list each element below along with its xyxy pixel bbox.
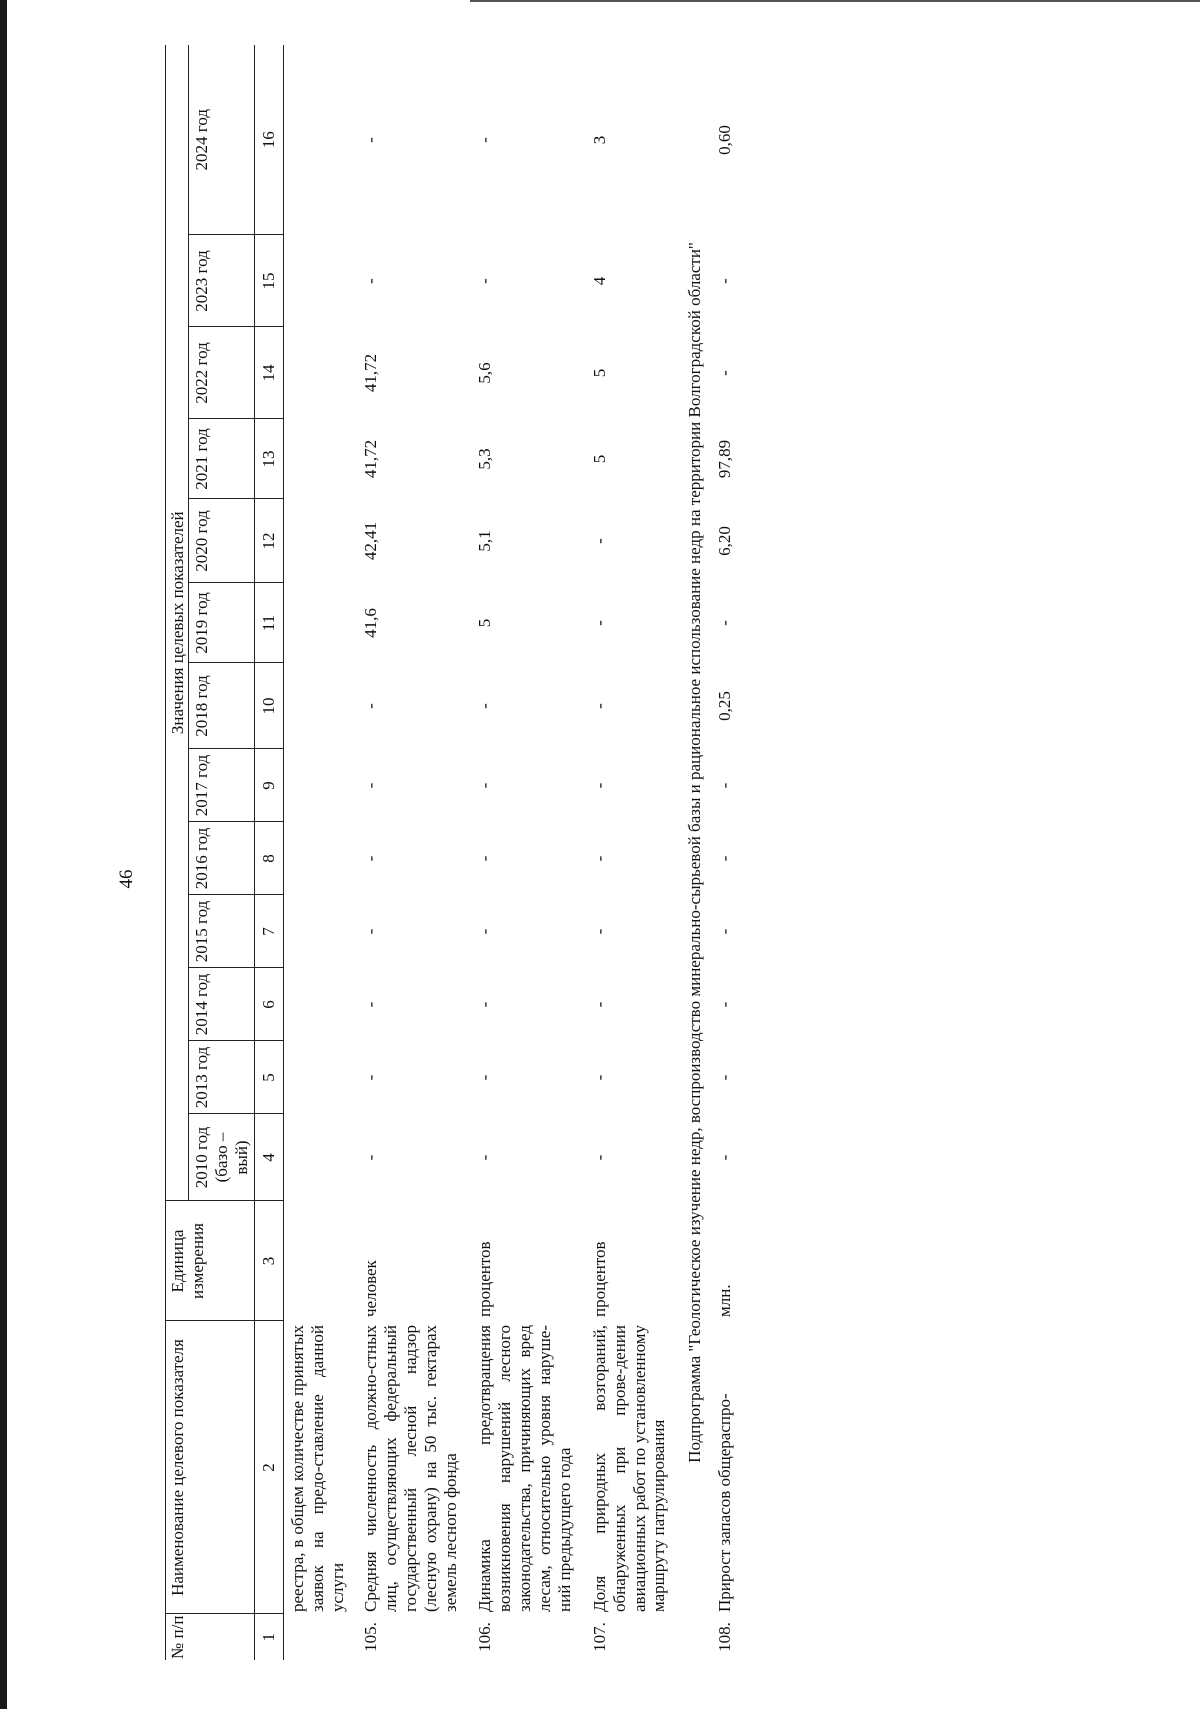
row-value: 5 [589,454,609,464]
row-value [284,663,348,749]
row-value [284,749,348,822]
row-value: - [475,782,495,789]
row-value: - [715,620,735,626]
row-num: 105. [361,1622,380,1652]
header-year: 2014 год [188,968,254,1041]
header-unit: Единица измерения [166,1201,255,1321]
table-body [254,45,735,1660]
indicators-table [165,45,735,1660]
row-value: 3 [589,135,609,145]
header-year: 2019 год [188,583,254,663]
row-name: Средняя численность должно-стных лиц, осуществляющих федеральный государственный лесной надзор (лесную охрану) на 50 тыс. гектарах земель лесного фонда [361,1325,460,1612]
header-year: 2022 год [188,327,254,419]
row-value: 41,72 [361,439,380,479]
row-value [284,895,348,968]
row-value: - [715,1074,735,1081]
row-num: 107. [589,1622,609,1652]
row-value: - [361,278,380,284]
column-number: 11 [254,583,284,663]
row-unit: процентов [589,1241,609,1317]
row-value: - [361,928,380,935]
row-value: 4 [589,276,609,286]
column-number: 10 [254,663,284,749]
header-year: 2010 год (базо – вый) [188,1114,254,1201]
row-unit: млн. [715,1284,735,1317]
header-num: № п/п [166,1614,255,1660]
row-value: - [475,1074,495,1081]
scan-edge-top [470,0,1200,2]
column-number: 3 [254,1201,284,1321]
table-row [707,45,735,1660]
column-number: 1 [254,1614,284,1660]
row-name: Доля природных возгораний, обнаруженных при прове-дении авиационных работ по установленному маршруту патрулирования [589,1325,669,1612]
row-name: Прирост запасов общераспро- [715,1393,735,1612]
row-value: - [715,370,735,376]
row-value: 41,72 [361,353,380,393]
row-value: - [361,1001,380,1008]
header-year: 2016 год [188,822,254,895]
row-value: - [361,137,380,143]
table-row [460,45,574,1660]
column-number: 13 [254,419,284,499]
row-value: - [475,928,495,935]
table-row [284,45,348,1660]
row-value: - [589,1001,609,1008]
row-value: - [361,1074,380,1081]
header-year: 2023 год [188,235,254,327]
row-value: 0,60 [715,125,735,155]
column-number: 12 [254,499,284,583]
header-year: 2015 год [188,895,254,968]
subprogram-row [669,45,707,1660]
row-value: - [589,928,609,935]
row-value: 5 [589,368,609,378]
column-number: 8 [254,822,284,895]
column-number: 15 [254,235,284,327]
row-value: - [715,855,735,862]
header-year: 2024 год [188,45,254,235]
row-value: - [475,278,495,284]
row-unit: человек [361,1260,380,1317]
row-value: - [475,137,495,143]
row-value: - [589,620,609,626]
row-name: реестра, в общем количестве принятых заявок на предо-ставление данной услуги [288,1325,348,1612]
header-year: 2021 год [188,419,254,499]
header-year: 2013 год [188,1041,254,1114]
row-unit: процентов [475,1241,495,1317]
rotated-page-content [165,45,735,1660]
table-header [166,45,255,1660]
row-value [284,1114,348,1201]
column-number: 7 [254,895,284,968]
row-value: - [361,1154,380,1161]
header-year: 2017 год [188,749,254,822]
row-value: 5 [475,618,495,628]
row-value: - [589,1074,609,1081]
row-value: - [361,855,380,862]
header-year: 2018 год [188,663,254,749]
row-value: - [715,928,735,935]
row-value: 5,3 [475,448,495,470]
column-number-row [254,45,284,1660]
row-unit [284,1201,348,1321]
row-value [284,822,348,895]
row-value [284,583,348,663]
row-value: 0,25 [715,691,735,721]
row-value [284,968,348,1041]
row-value: - [361,703,380,709]
header-year: 2020 год [188,499,254,583]
subprogram-title: Подпрограмма "Геологическое изучение недр, воспроизводство минерально-сырьевой базы и рациональное использование недр на территории Волгоградской области" [685,242,705,1463]
row-value: - [475,855,495,862]
row-value: 5,6 [475,362,495,384]
header-values-group: Значения целевых показателей [166,45,189,1201]
row-value: - [475,1154,495,1161]
row-value: - [715,1154,735,1161]
row-name: Динамика предотвращения возникновения нарушений лесного законодательства, причиняющих вред лесам, относительно уровня наруше-ний предыдущего года [475,1325,574,1612]
row-value: 97,89 [715,439,735,479]
scan-edge-left [0,0,7,1709]
row-num [284,1614,348,1660]
column-number: 4 [254,1114,284,1201]
row-value [284,419,348,499]
row-num: 108. [715,1622,735,1652]
column-number: 2 [254,1321,284,1614]
row-value [284,499,348,583]
row-value: - [715,278,735,284]
column-number: 16 [254,45,284,235]
column-number: 9 [254,749,284,822]
column-number: 6 [254,968,284,1041]
row-value: 6,20 [715,526,735,556]
row-value: 5,1 [475,530,495,552]
row-value: - [475,703,495,709]
page-number: 46 [116,869,137,889]
row-value: - [475,1001,495,1008]
row-value [284,327,348,419]
table-row [575,45,670,1660]
column-number: 14 [254,327,284,419]
row-value: - [589,1154,609,1161]
row-value [284,1041,348,1114]
row-value: - [589,855,609,862]
row-value: 41,6 [361,608,380,638]
row-value: - [589,538,609,544]
row-value: - [715,1001,735,1008]
table-row [348,45,460,1660]
row-num: 106. [475,1622,495,1652]
row-value: - [361,782,380,789]
header-name: Наименование целевого показателя [166,1321,255,1614]
row-value [284,235,348,327]
row-value: - [589,782,609,789]
row-value: - [589,703,609,709]
row-value: 42,41 [361,521,380,561]
row-value: - [715,782,735,789]
row-value [284,45,348,235]
column-number: 5 [254,1041,284,1114]
